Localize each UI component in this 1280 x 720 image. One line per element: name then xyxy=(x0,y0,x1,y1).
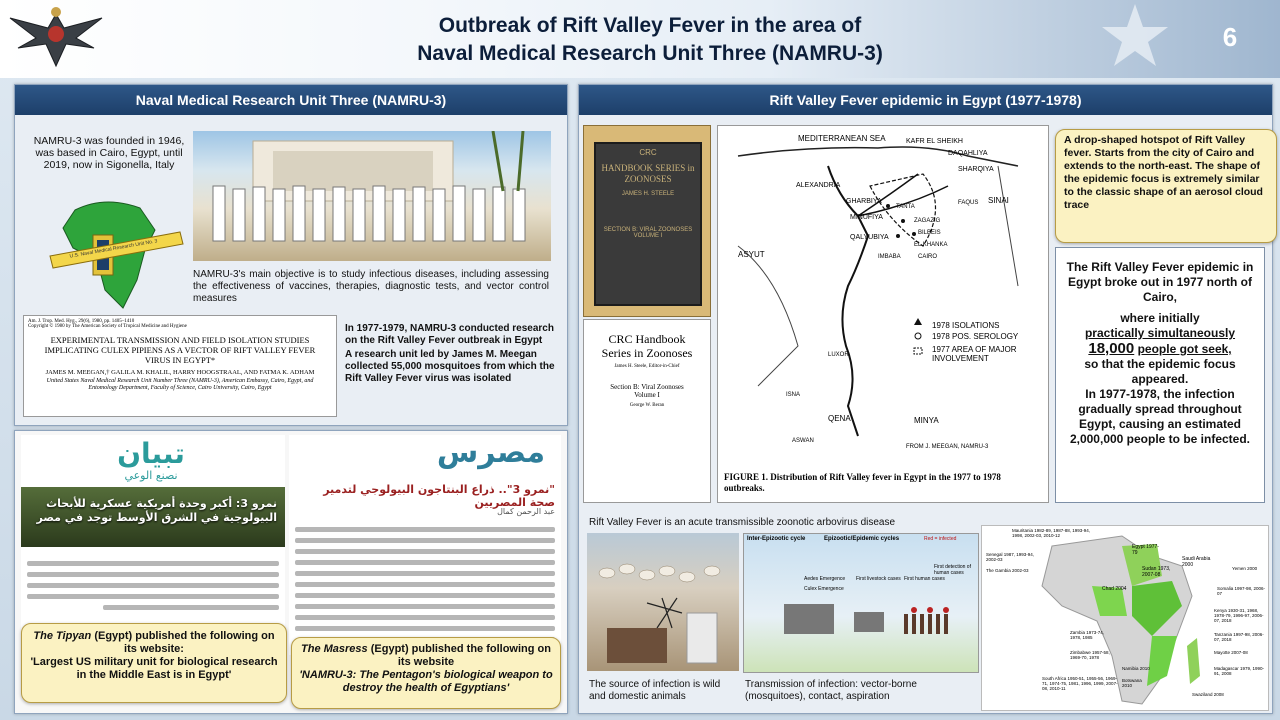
cycle-label-livestock: First livestock cases xyxy=(856,576,901,582)
book-cover xyxy=(583,125,711,317)
tipyan-screenshot xyxy=(21,435,285,635)
africa-label-tanzania: Tanzania 1997-98, 2006-07, 2018 xyxy=(1214,632,1264,642)
book-crc: CRC xyxy=(639,148,657,157)
cycle-legend: Red = infected xyxy=(924,536,957,542)
map-label-luxor: LUXOR xyxy=(828,352,849,358)
map-label-aswan: ASWAN xyxy=(792,438,814,444)
africa-label-egypt: Egypt 1977-79 xyxy=(1132,544,1159,556)
masress-article-body xyxy=(295,521,555,648)
map-label-bilbeis: BILBEIS xyxy=(918,230,941,236)
map-label-qena: QENA xyxy=(828,414,851,423)
slide-number: 6 xyxy=(1222,22,1238,52)
transmission-caption: Transmission of infection: vector-borne (mosquitoes), contact, aspiration xyxy=(745,679,917,702)
rvf-intro: Rift Valley Fever is an acute transmissible zoonotic arbovirus disease xyxy=(589,517,896,528)
star-icon xyxy=(1100,0,1170,70)
tipyan-article-body xyxy=(27,555,279,616)
africa-label-botswana: Botswana 2010 xyxy=(1122,678,1142,688)
masress-screenshot xyxy=(289,435,561,655)
namru3-panel xyxy=(14,84,568,426)
map-label-sinai: SINAI xyxy=(988,196,1009,205)
tipyan-caption: The Tipyan (Egypt) published the following on its website: 'Largest US military unit for biological research in the Middle East is in Egypt' xyxy=(21,623,287,703)
title-page-title: CRC Handbook Series in Zoonoses xyxy=(601,332,693,360)
africa-label-southafrica: South Africa 1950-51, 1955-56, 1969-71, 1974-75, 1981, 1996, 1999, 2007-08, 2010-11 xyxy=(1042,676,1118,691)
tipyan-logo: تبيان xyxy=(117,437,185,470)
map-legend-serology: 1978 POS. SEROLOGY xyxy=(932,332,1019,341)
summary-p5: people got seek, xyxy=(1137,342,1232,356)
paper-title: EXPERIMENTAL TRANSMISSION AND FIELD ISOLATION STUDIES IMPLICATING CULEX PIPIENS AS A VECTOR OF RIFT VALLEY FEVER VIRUS IN EGYPT* xyxy=(44,335,316,365)
map-label-isna: ISNA xyxy=(786,392,801,398)
title-page-editor: James H. Steele, Editor-in-Chief xyxy=(614,364,680,369)
inter-epizootic-label: Inter-Epizootic cycle xyxy=(747,536,806,542)
africa-label-mayotte: Mayotte 2007-08 xyxy=(1214,650,1248,655)
panel-title: Naval Medical Research Unit Three (NAMRU-3) xyxy=(15,85,567,115)
cycle-label-culex: Culex Emergence xyxy=(804,586,844,592)
tipyan-slogan: نصنع الوعي xyxy=(124,469,178,482)
africa-label-zimbabwe: Zimbabwe 1957-58, 1969-70, 1978 xyxy=(1070,650,1110,660)
egypt-map-svg xyxy=(718,126,1048,502)
eagle-emblem-icon xyxy=(6,4,106,70)
tipyan-headline: نمرو 3: أكبر وحدة أمريكية عسكرية للأبحاث البيولوجية في الشرق الأوسط توجد في مصر xyxy=(36,497,277,524)
africa-label-chad: Chad 2004 xyxy=(1102,586,1127,592)
page-title: Outbreak of Rift Valley Fever in the area of Naval Medical Research Unit Three (NAMRU-3) xyxy=(417,14,883,65)
masress-caption: The Masress (Egypt) published the following on its website 'NAMRU-3: The Pentagon's biological weapon to destroy the health of Egyptians' xyxy=(291,637,561,709)
map-label-elkhanka: EL KHANKA xyxy=(914,242,948,248)
masress-author: عبد الرحمن كمال xyxy=(497,507,555,516)
cycle-label-aedes: Aedes Emergence xyxy=(804,576,846,582)
livestock-mosquito-photo xyxy=(587,533,739,671)
map-label-minufiya: MINUFIYA xyxy=(850,214,883,221)
map-figure-caption: FIGURE 1. Distribution of Rift Valley fever in Egypt in the 1977 to 1978 outbreaks. xyxy=(724,472,1001,493)
summary-p2: where initially xyxy=(1120,311,1200,325)
title-page-vol-editor: George W. Beran xyxy=(629,403,665,408)
title-page-section: Section B: Viral Zoonoses Volume I xyxy=(610,383,684,399)
tipyan-hero-image xyxy=(21,487,285,547)
research-text-2: A research unit led by James M. Meegan collected 55,000 mosquitoes from which the Rift Valley Fever virus was isolated xyxy=(345,349,555,384)
source-caption: The source of infection is wild and domestic animals xyxy=(589,679,721,702)
egypt-distribution-map xyxy=(717,125,1049,503)
africa-label-gambia: The Gambia 2002-03 xyxy=(986,568,1029,573)
map-label-imbaba: IMBABA xyxy=(878,254,901,260)
africa-label-zambia: Zambia 1973-74, 1978, 1985 xyxy=(1070,630,1105,640)
summary-count: 18,000 xyxy=(1088,340,1135,357)
paper-copyright: Copyright © 1980 by The American Society of Tropical Medicine and Hygiene xyxy=(28,324,187,329)
book-series: HANDBOOK SERIES in ZOONOSES xyxy=(601,163,695,184)
masress-logo: مصرس xyxy=(436,435,546,470)
map-label-faqus: FAQUS xyxy=(958,200,979,206)
africa-label-yemen: Yemen 2000 xyxy=(1232,566,1258,571)
summary-p3: practically simultaneously xyxy=(1084,326,1236,340)
map-label-tanta: TANTA xyxy=(896,204,915,210)
summary-p6: so that the epidemic focus appeared. xyxy=(1084,357,1236,386)
masress-headline: "نمرو 3".. ذراع البنتاجون البيولوجي لتدمير صحة المصريين xyxy=(323,483,555,509)
objective-text: NAMRU-3's main objective is to study infectious diseases, including assessing the effectiveness of vaccines, therapies, diagnostic tests, and vector control measures xyxy=(193,269,549,304)
map-label-sharqiya: SHARQIYA xyxy=(958,166,994,173)
panel-title: Rift Valley Fever epidemic in Egypt (1977-1978) xyxy=(579,85,1272,115)
paper-excerpt xyxy=(23,315,337,417)
map-label-qalyubiya: QALYUBIYA xyxy=(850,234,889,241)
cycle-label-human: First human cases xyxy=(904,576,945,582)
map-legend-area: 1977 AREA OF MAJOR INVOLVEMENT xyxy=(932,345,1017,363)
book-editor: JAMES H. STEELE xyxy=(621,191,675,197)
paper-journal: Am. J. Trop. Med. Hyg., 29(6), 1980, pp. 1405–1410 xyxy=(28,319,135,324)
map-credit: FROM J. MEEGAN, NAMRU-3 xyxy=(906,444,989,450)
map-label-gharbiya: GHARBIYA xyxy=(846,198,882,205)
africa-label-mauritania: Mauritania 1982-89, 1987-88, 1993-94, 1998, 2002-03, 2010-12 xyxy=(1012,528,1091,538)
book-title-page xyxy=(583,319,711,503)
africa-label-namibia: Namibia 2010 xyxy=(1122,666,1150,671)
africa-label-kenya: Kenya 1930-31, 1968, 1978-79, 1996-97, 2006-07, 2018 xyxy=(1214,608,1264,623)
namru3-staff-photo xyxy=(193,131,551,261)
map-label-daqahliya: DAQAHLIYA xyxy=(948,150,988,157)
africa-outbreak-map xyxy=(981,525,1269,711)
transmission-cycle-diagram xyxy=(743,533,979,673)
summary-p1: The Rift Valley Fever epidemic in Egypt broke out in 1977 north of Cairo, xyxy=(1066,260,1254,304)
cycle-label-detection: First detection of human cases xyxy=(934,564,971,576)
hotspot-callout: A drop-shaped hotspot of Rift Valley fever. Starts from the city of Cairo and extends to the north-east. The shape of the epidemic focus is extremely similar to the classic shape of an aerosol cloud trace xyxy=(1055,129,1277,243)
research-text-1: In 1977-1979, NAMRU-3 conducted research on the Rift Valley Fever outbreak in Egypt xyxy=(345,323,554,346)
africa-label-swaziland: Swaziland 2008 xyxy=(1192,692,1224,697)
epidemic-summary xyxy=(1055,247,1265,503)
paper-authors: JAMES M. MEEGAN,† GALILA M. KHALIL, HARRY HOOGSTRAAL, AND FATMA K. ADHAM xyxy=(45,369,315,376)
map-label-minya: MINYA xyxy=(914,416,939,425)
africa-label-sudan: Sudan 1973, 2007-08 xyxy=(1142,566,1171,578)
africa-label-madagascar: Madagascar 1979, 1990-91, 2008 xyxy=(1214,666,1265,676)
summary-p4 xyxy=(1056,341,1264,357)
map-label-asyut: ASYUT xyxy=(738,250,765,259)
slide-header xyxy=(0,0,1280,78)
map-label-alexandria: ALEXANDRIA xyxy=(796,182,841,189)
africa-label-saudi: Saudi Arabia 2000 xyxy=(1182,556,1211,568)
africa-label-somalia: Somalia 1997-98, 2006-07 xyxy=(1217,586,1266,596)
paper-affiliation: United States Naval Medical Research Unit Number Three (NAMRU-3), American Embassy, Cairo, Egypt, and Entomology Department, Faculty of Science, Cairo University, Cairo, Egypt xyxy=(46,378,314,391)
africa-label-senegal: Senegal 1987, 1993-94, 2002-03 xyxy=(986,552,1035,562)
map-label-sea: MEDITERRANEAN SEA xyxy=(798,134,886,143)
namru3-logo xyxy=(45,190,185,320)
rvf-panel xyxy=(578,84,1273,714)
book-section: SECTION B: VIRAL ZOONOSES VOLUME I xyxy=(603,227,693,239)
summary-p7: In 1977-1978, the infection gradually spread throughout Egypt, causing an estimated 2,000,000 people to be infected. xyxy=(1069,387,1251,446)
map-label-cairo: CAIRO xyxy=(918,254,938,260)
epizootic-label: Epizootic/Epidemic cycles xyxy=(824,536,900,542)
map-label-kafr: KAFR EL SHEIKH xyxy=(906,138,963,145)
logo-banner-text: U.S. Naval Medical Research Unit No. 3 xyxy=(69,238,158,260)
founded-text: NAMRU-3 was founded in 1946, was based in Cairo, Egypt, until 2019, now in Sigonella, Italy xyxy=(33,135,185,171)
media-panel xyxy=(14,430,568,714)
map-label-zagazig: ZAGAZIG xyxy=(914,218,941,224)
map-legend-isolations: 1978 ISOLATIONS xyxy=(932,321,1000,330)
